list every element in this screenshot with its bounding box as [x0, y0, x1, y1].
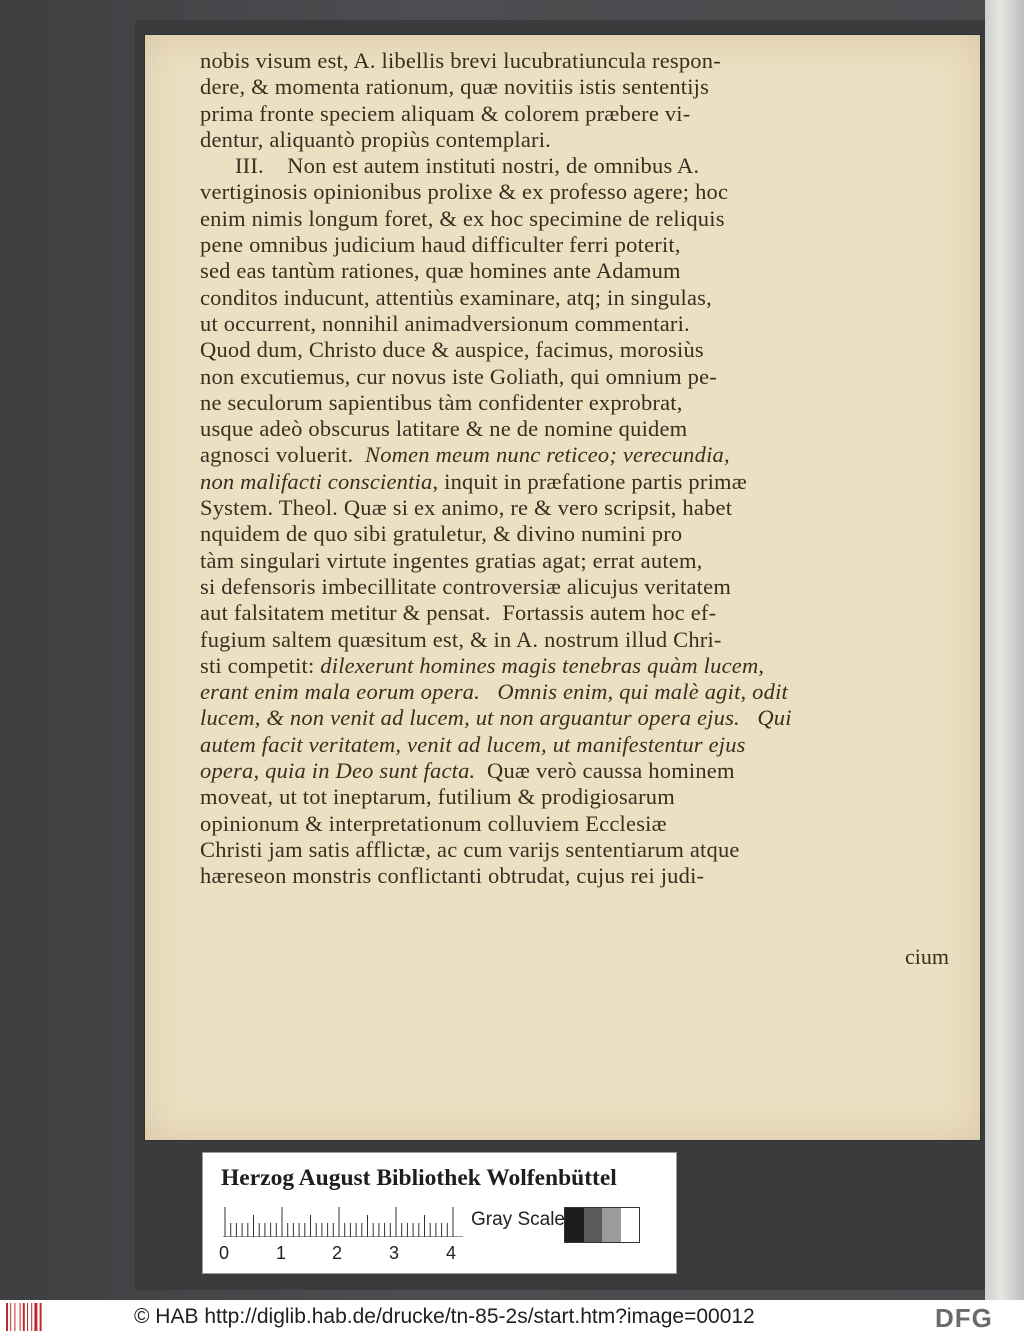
roman-text: non excutiemus, cur novus iste Goliath, qui omnium pe-: [200, 363, 717, 389]
barcode-bar: [20, 1303, 21, 1331]
roman-text: dere, & momenta rationum, quæ novitiis istis sententijs: [200, 74, 710, 100]
text-line: [200, 758, 960, 784]
italic-text: lucem, & non venit ad lucem, ut non arguantur opera ejus. Qui: [200, 705, 792, 731]
source-url-text: © HAB http://diglib.hab.de/drucke/tn-85-2s/start.htm?image=00012: [134, 1305, 755, 1328]
gray-scale-label: Gray Scale: [471, 1209, 565, 1230]
text-line: [200, 627, 960, 653]
roman-text: dentur, aliquantò propiùs contemplari.: [200, 126, 551, 152]
barcode-bar: [40, 1303, 42, 1331]
text-line: [200, 311, 960, 337]
italic-text: opera, quia in Deo sunt facta.: [200, 758, 476, 784]
italic-text: non malifacti conscientia: [200, 468, 433, 494]
text-line: [200, 442, 960, 468]
text-line: [200, 232, 960, 258]
ruler-number: 1: [276, 1243, 287, 1263]
roman-text: nobis visum est, A. libellis brevi lucubratiuncula respon-: [200, 48, 721, 73]
text-line: [200, 153, 960, 179]
text-line: [200, 101, 960, 127]
roman-text: moveat, ut tot ineptarum, futilium & prodigiosarum: [200, 784, 675, 810]
text-line: [200, 653, 960, 679]
roman-text: opinionum & interpretationum colluviem Ecclesiæ: [200, 810, 667, 836]
text-line: [200, 390, 960, 416]
roman-text: vertiginosis opinionibus prolixe & ex professo agere; hoc: [200, 179, 729, 205]
barcode-bar: [34, 1303, 37, 1331]
dfg-logo: DFG: [935, 1303, 993, 1333]
ruler-number: 2: [332, 1243, 343, 1263]
text-line: [200, 837, 960, 863]
text-line: [200, 574, 960, 600]
library-name: Herzog August Bibliothek Wolfenbüttel: [221, 1165, 617, 1191]
text-line: [200, 521, 960, 547]
roman-text: System. Theol. Quæ si ex animo, re & vero scripsit, habet: [200, 495, 733, 521]
italic-text: autem facit veritatem, venit ad lucem, ut manifestentur ejus: [200, 731, 746, 757]
roman-text: sti competit:: [200, 652, 321, 678]
roman-text: conditos inducunt, attentiùs examinare, atq; in singulas,: [200, 284, 712, 310]
roman-text: aut falsitatem metitur & pensat. Fortassis autem hoc ef-: [200, 600, 717, 626]
roman-text: fugium saltem quæsitum est, & in A. nostrum illud Chri-: [200, 626, 722, 652]
ruler-scale: [223, 1207, 463, 1237]
gray-swatch: [621, 1208, 640, 1242]
text-line: [200, 258, 960, 284]
footer-bar: [0, 1300, 1024, 1335]
ruler-number: 4: [446, 1243, 457, 1263]
gray-swatch: [565, 1208, 584, 1242]
roman-text: enim nimis longum foret, & ex hoc specimine de reliquis: [200, 205, 725, 231]
roman-text: si defensoris imbecillitate controversiæ alicujus veritatem: [200, 573, 732, 599]
barcode-bar: [14, 1303, 15, 1331]
roman-text: usque adeò obscurus latitare & ne de nomine quidem: [200, 416, 688, 442]
roman-text: Quæ verò caussa hominem: [475, 758, 735, 784]
text-line: [200, 416, 960, 442]
text-line: [200, 469, 960, 495]
text-line: [200, 127, 960, 153]
library-label-card: [202, 1152, 677, 1274]
italic-text: erant enim mala eorum opera. Omnis enim, qui malè agit, odit: [200, 679, 788, 705]
gray-swatch: [584, 1208, 603, 1242]
roman-text: sed eas tantùm rationes, quæ homines ante Adamum: [200, 258, 681, 284]
text-line: [200, 600, 960, 626]
scanner-board-edge: [985, 0, 1024, 1300]
barcode-bar: [27, 1303, 28, 1331]
text-line: [200, 337, 960, 363]
text-line: [200, 206, 960, 232]
barcode-icon: [6, 1303, 48, 1331]
italic-text: dilexerunt homines magis tenebras quàm lucem,: [320, 652, 765, 678]
text-line: [200, 811, 960, 837]
barcode-bar: [23, 1303, 25, 1331]
roman-text: tàm singulari virtute ingentes gratias agat; errat autem,: [200, 547, 703, 573]
gray-scale-swatches: [564, 1207, 640, 1243]
text-line: [200, 548, 960, 574]
text-line: [200, 784, 960, 810]
text-line: [200, 74, 960, 100]
roman-text: , inquit in præfatione partis primæ: [432, 468, 747, 494]
roman-text: hæreseon monstris conflictanti obtrudat, cujus rei judi-: [200, 863, 705, 889]
text-line: [200, 679, 960, 705]
gray-swatch: [602, 1208, 621, 1242]
barcode-bar: [6, 1303, 8, 1331]
roman-text: Christi jam satis afflictæ, ac cum varijs sententiarum atque: [200, 836, 740, 862]
italic-text: Nomen meum nunc reticeo; verecundia,: [365, 442, 730, 468]
catchword: cium: [905, 944, 949, 969]
roman-text: ut occurrent, nonnihil animadversionum commentari.: [200, 310, 690, 336]
text-line: [200, 495, 960, 521]
barcode-bar: [31, 1303, 32, 1331]
text-line: [200, 179, 960, 205]
text-line: [200, 48, 960, 74]
text-line: [200, 705, 960, 731]
text-line: [200, 732, 960, 758]
roman-text: pene omnibus judicium haud difficulter ferri poterit,: [200, 232, 681, 258]
page-text: [200, 48, 960, 890]
text-line: [200, 364, 960, 390]
ruler-number: 0: [219, 1243, 230, 1263]
text-line: [200, 285, 960, 311]
roman-text: agnosci voluerit.: [200, 442, 366, 468]
roman-text: Quod dum, Christo duce & auspice, facimus, morosiùs: [200, 337, 704, 363]
roman-text: III. Non est autem instituti nostri, de omnibus A.: [200, 153, 700, 179]
barcode-bar: [10, 1303, 11, 1331]
roman-text: nquidem de quo sibi gratuletur, & divino numini pro: [200, 521, 683, 547]
text-line: [200, 863, 960, 889]
ruler-number: 3: [389, 1243, 400, 1263]
roman-text: ne seculorum sapientibus tàm confidenter exprobrat,: [200, 389, 683, 415]
roman-text: prima fronte speciem aliquam & colorem præbere vi-: [200, 100, 691, 126]
